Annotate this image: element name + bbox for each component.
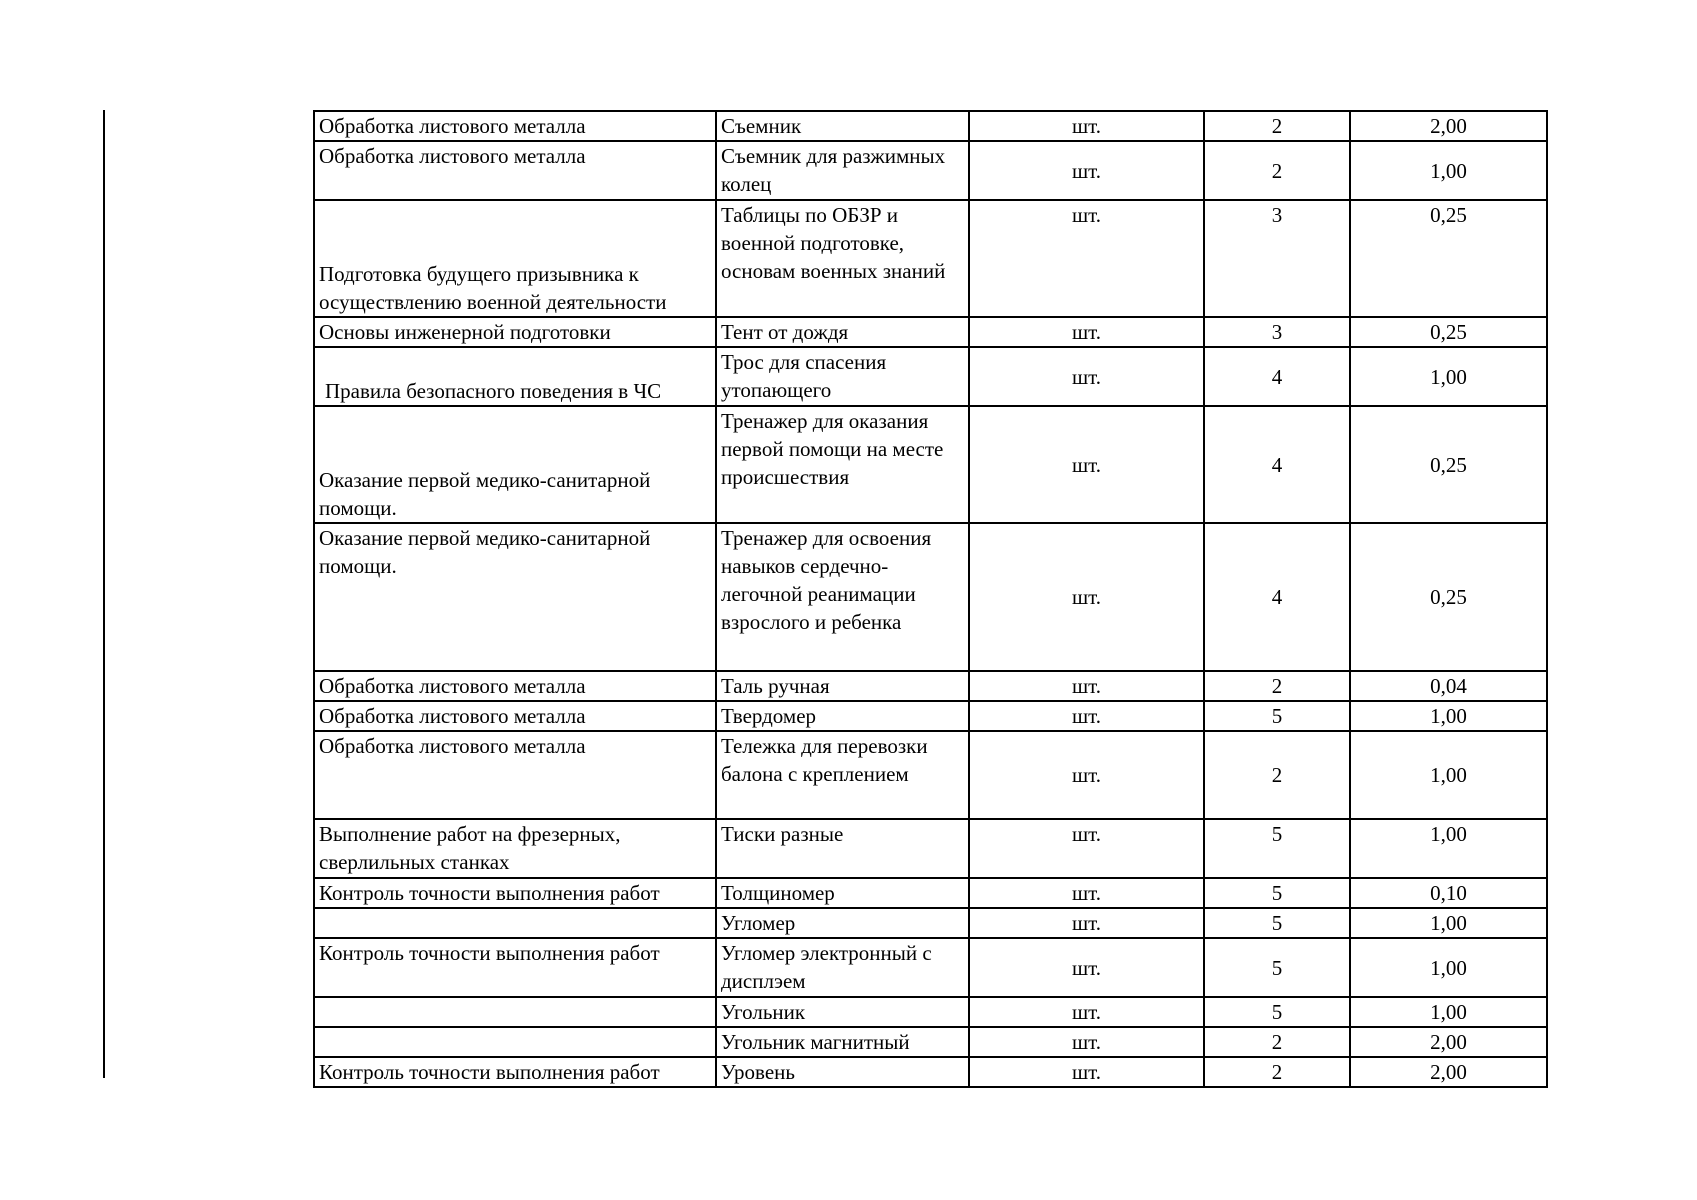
- section-name-cell: Правила безопасного поведения в ЧС: [314, 347, 716, 406]
- quantity-cell: 5: [1204, 908, 1350, 938]
- value-cell: 1,00: [1350, 819, 1547, 878]
- table-row: [314, 701, 1547, 731]
- section-name-cell: Контроль точности выполнения работ: [314, 938, 716, 997]
- unit-cell: шт.: [969, 908, 1204, 938]
- section-name-cell: Контроль точности выполнения работ: [314, 1057, 716, 1087]
- table-row: [314, 908, 1547, 938]
- table-row: [314, 141, 1547, 200]
- quantity-cell: 2: [1204, 731, 1350, 819]
- unit-cell: шт.: [969, 997, 1204, 1027]
- value-cell: 1,00: [1350, 731, 1547, 819]
- value-cell: 0,10: [1350, 878, 1547, 908]
- unit-cell: шт.: [969, 141, 1204, 200]
- section-name-cell: Подготовка будущего призывника к осуществлению военной деятельности: [314, 200, 716, 317]
- section-name-cell: [314, 908, 716, 938]
- quantity-cell: 5: [1204, 701, 1350, 731]
- quantity-cell: 2: [1204, 141, 1350, 200]
- quantity-cell: 4: [1204, 406, 1350, 523]
- value-cell: 1,00: [1350, 908, 1547, 938]
- item-name-cell: Съемник: [716, 111, 969, 141]
- section-name-cell: [314, 997, 716, 1027]
- value-cell: 0,04: [1350, 671, 1547, 701]
- section-name-cell: Обработка листового металла: [314, 141, 716, 200]
- section-name-cell: [314, 1027, 716, 1057]
- item-name-cell: Толщиномер: [716, 878, 969, 908]
- quantity-cell: 5: [1204, 878, 1350, 908]
- value-cell: 0,25: [1350, 317, 1547, 347]
- item-name-cell: Таблицы по ОБЗР и военной подготовке, основам военных знаний: [716, 200, 969, 317]
- unit-cell: шт.: [969, 938, 1204, 997]
- value-cell: 0,25: [1350, 523, 1547, 671]
- table-row: [314, 406, 1547, 523]
- item-name-cell: Трос для спасения утопающего: [716, 347, 969, 406]
- value-cell: 2,00: [1350, 1057, 1547, 1087]
- quantity-cell: 4: [1204, 523, 1350, 671]
- value-cell: 0,25: [1350, 406, 1547, 523]
- table-row: [314, 200, 1547, 317]
- unit-cell: шт.: [969, 1057, 1204, 1087]
- table-row: [314, 731, 1547, 819]
- item-name-cell: Угломер электронный с дисплэем: [716, 938, 969, 997]
- section-name-cell: Обработка листового металла: [314, 701, 716, 731]
- page-margin-line: [103, 110, 105, 1078]
- unit-cell: шт.: [969, 200, 1204, 317]
- item-name-cell: Тент от дождя: [716, 317, 969, 347]
- item-name-cell: Твердомер: [716, 701, 969, 731]
- table-row: [314, 347, 1547, 406]
- quantity-cell: 2: [1204, 111, 1350, 141]
- section-name-cell: Контроль точности выполнения работ: [314, 878, 716, 908]
- unit-cell: шт.: [969, 406, 1204, 523]
- unit-cell: шт.: [969, 523, 1204, 671]
- unit-cell: шт.: [969, 878, 1204, 908]
- section-name-cell: Обработка листового металла: [314, 671, 716, 701]
- table-row: [314, 878, 1547, 908]
- unit-cell: шт.: [969, 819, 1204, 878]
- quantity-cell: 2: [1204, 1027, 1350, 1057]
- table-row: [314, 938, 1547, 997]
- table-row: [314, 1027, 1547, 1057]
- quantity-cell: 3: [1204, 200, 1350, 317]
- unit-cell: шт.: [969, 671, 1204, 701]
- table-row: [314, 1057, 1547, 1087]
- table-row: [314, 819, 1547, 878]
- item-name-cell: Съемник для разжимных колец: [716, 141, 969, 200]
- table-row: [314, 671, 1547, 701]
- item-name-cell: Тиски разные: [716, 819, 969, 878]
- unit-cell: шт.: [969, 1027, 1204, 1057]
- equipment-table: [313, 110, 1548, 1088]
- quantity-cell: 3: [1204, 317, 1350, 347]
- quantity-cell: 5: [1204, 819, 1350, 878]
- table-row: [314, 317, 1547, 347]
- item-name-cell: Уровень: [716, 1057, 969, 1087]
- item-name-cell: Тележка для перевозки балона с креплением: [716, 731, 969, 819]
- value-cell: 1,00: [1350, 701, 1547, 731]
- value-cell: 1,00: [1350, 141, 1547, 200]
- table-row: [314, 111, 1547, 141]
- value-cell: 2,00: [1350, 1027, 1547, 1057]
- quantity-cell: 2: [1204, 671, 1350, 701]
- item-name-cell: Таль ручная: [716, 671, 969, 701]
- item-name-cell: Тренажер для освоения навыков сердечно-легочной реанимации взрослого и ребенка: [716, 523, 969, 671]
- unit-cell: шт.: [969, 701, 1204, 731]
- item-name-cell: Угольник: [716, 997, 969, 1027]
- quantity-cell: 2: [1204, 1057, 1350, 1087]
- quantity-cell: 5: [1204, 997, 1350, 1027]
- table-row: [314, 523, 1547, 671]
- section-name-cell: Обработка листового металла: [314, 111, 716, 141]
- unit-cell: шт.: [969, 111, 1204, 141]
- section-name-cell: Выполнение работ на фрезерных, сверлильных станках: [314, 819, 716, 878]
- section-name-cell: Обработка листового металла: [314, 731, 716, 819]
- unit-cell: шт.: [969, 731, 1204, 819]
- quantity-cell: 5: [1204, 938, 1350, 997]
- section-name-cell: Основы инженерной подготовки: [314, 317, 716, 347]
- value-cell: 0,25: [1350, 200, 1547, 317]
- item-name-cell: Угломер: [716, 908, 969, 938]
- quantity-cell: 4: [1204, 347, 1350, 406]
- section-name-cell: Оказание первой медико-санитарной помощи.: [314, 523, 716, 671]
- value-cell: 1,00: [1350, 938, 1547, 997]
- value-cell: 1,00: [1350, 997, 1547, 1027]
- unit-cell: шт.: [969, 347, 1204, 406]
- section-name-cell: Оказание первой медико-санитарной помощи.: [314, 406, 716, 523]
- unit-cell: шт.: [969, 317, 1204, 347]
- value-cell: 2,00: [1350, 111, 1547, 141]
- item-name-cell: Угольник магнитный: [716, 1027, 969, 1057]
- item-name-cell: Тренажер для оказания первой помощи на месте происшествия: [716, 406, 969, 523]
- value-cell: 1,00: [1350, 347, 1547, 406]
- table-row: [314, 997, 1547, 1027]
